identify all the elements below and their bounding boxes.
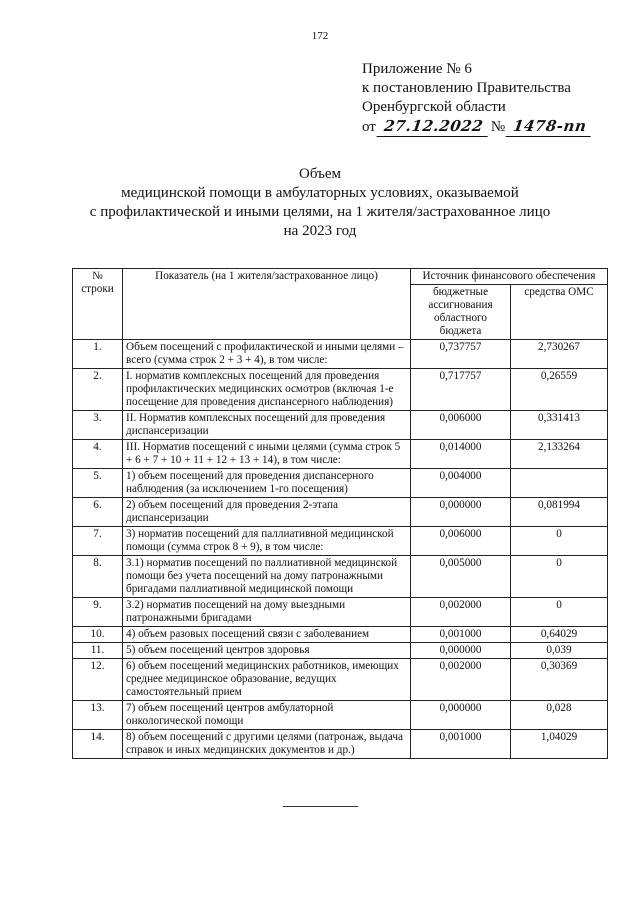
table-row — [73, 340, 608, 369]
title-line-1: Объем — [299, 166, 341, 182]
table-row — [73, 556, 608, 598]
row-number: 10. — [73, 627, 123, 643]
table-body — [73, 340, 608, 759]
row-indicator: 4) объем разовых посещений связи с заболеванием — [123, 627, 411, 643]
row-indicator: 3.1) норматив посещений по паллиативной медицинской помощи без учета посещений на дому патронажными бригадами паллиативной медицинской помощи — [123, 556, 411, 598]
row-number: 11. — [73, 643, 123, 659]
row-indicator: 3) норматив посещений для паллиативной медицинской помощи (сумма строк 8 + 9), в том числе: — [123, 527, 411, 556]
table-row — [73, 643, 608, 659]
row-number: 14. — [73, 730, 123, 759]
row-number: 2. — [73, 369, 123, 411]
table-row — [73, 498, 608, 527]
row-number: 7. — [73, 527, 123, 556]
row-budget-value: 0,000000 — [411, 701, 511, 730]
row-indicator: Объем посещений с профилактической и иными целями – всего (сумма строк 2 + 3 + 4), в том числе: — [123, 340, 411, 369]
document-title — [0, 165, 640, 241]
row-budget-value: 0,000000 — [411, 643, 511, 659]
row-number: 4. — [73, 440, 123, 469]
row-budget-value: 0,006000 — [411, 411, 511, 440]
row-oms-value: 0,64029 — [511, 627, 608, 643]
row-budget-value: 0,737757 — [411, 340, 511, 369]
row-indicator: I. норматив комплексных посещений для проведения профилактических медицинских осмотров (включая 1-е посещение для проведения диспансерного наблюдения) — [123, 369, 411, 411]
table-row — [73, 701, 608, 730]
row-number: 1. — [73, 340, 123, 369]
row-budget-value: 0,001000 — [411, 627, 511, 643]
number-label: № — [490, 119, 506, 135]
from-label: от — [362, 119, 376, 135]
row-oms-value: 0,028 — [511, 701, 608, 730]
row-indicator: III. Норматив посещений с иными целями (сумма строк 5 + 6 + 7 + 10 + 11 + 12 + 13 + 14), в том числе: — [123, 440, 411, 469]
table-header-row — [73, 269, 608, 285]
table-row — [73, 369, 608, 411]
table-row — [73, 730, 608, 759]
appendix-block — [362, 60, 592, 137]
row-number: 6. — [73, 498, 123, 527]
row-number: 5. — [73, 469, 123, 498]
table-row — [73, 598, 608, 627]
table-row — [73, 440, 608, 469]
row-number: 9. — [73, 598, 123, 627]
row-oms-value — [511, 469, 608, 498]
handwritten-number: 1478-пп — [506, 117, 594, 137]
row-indicator: II. Норматив комплексных посещений для проведения диспансеризации — [123, 411, 411, 440]
table-row — [73, 527, 608, 556]
page-number: 172 — [311, 30, 329, 42]
table-row — [73, 469, 608, 498]
row-number: 12. — [73, 659, 123, 701]
table-row — [73, 659, 608, 701]
row-oms-value: 1,04029 — [511, 730, 608, 759]
row-number: 13. — [73, 701, 123, 730]
row-oms-value: 0,081994 — [511, 498, 608, 527]
row-oms-value: 0 — [511, 556, 608, 598]
row-oms-value: 0,039 — [511, 643, 608, 659]
row-oms-value: 0,331413 — [511, 411, 608, 440]
table-row — [73, 627, 608, 643]
title-line-2: медицинской помощи в амбулаторных условиях, оказываемой — [121, 185, 519, 201]
header-row-number: № строки — [73, 269, 123, 340]
row-indicator: 5) объем посещений центров здоровья — [123, 643, 411, 659]
row-budget-value: 0,002000 — [411, 659, 511, 701]
header-budget: бюджетные ассигнования областного бюджета — [411, 285, 511, 340]
row-indicator: 1) объем посещений для проведения диспансерного наблюдения (за исключением 1-го посещения) — [123, 469, 411, 498]
row-oms-value: 2,133264 — [511, 440, 608, 469]
row-budget-value: 0,000000 — [411, 498, 511, 527]
bottom-separator-line — [283, 806, 358, 807]
row-number: 8. — [73, 556, 123, 598]
title-line-3: с профилактической и иными целями, на 1 жителя/застрахованное лицо — [89, 204, 551, 220]
row-budget-value: 0,004000 — [411, 469, 511, 498]
volume-table — [72, 268, 608, 759]
appendix-region: Оренбургской области — [362, 99, 506, 115]
row-budget-value: 0,001000 — [411, 730, 511, 759]
row-oms-value: 0,30369 — [511, 659, 608, 701]
appendix-date-row — [362, 117, 592, 137]
appendix-title: Приложение № 6 — [362, 61, 472, 77]
row-indicator: 2) объем посещений для проведения 2-этапа диспансеризации — [123, 498, 411, 527]
row-indicator: 7) объем посещений центров амбулаторной онкологической помощи — [123, 701, 411, 730]
row-indicator: 6) объем посещений медицинских работников, имеющих среднее медицинское образование, ведущих самостоятельный прием — [123, 659, 411, 701]
row-indicator: 3.2) норматив посещений на дому выездными патронажными бригадами — [123, 598, 411, 627]
row-budget-value: 0,005000 — [411, 556, 511, 598]
row-budget-value: 0,014000 — [411, 440, 511, 469]
header-indicator: Показатель (на 1 жителя/застрахованное лицо) — [123, 269, 411, 340]
row-oms-value: 0,26559 — [511, 369, 608, 411]
header-oms: средства ОМС — [511, 285, 608, 340]
title-line-4: на 2023 год — [283, 223, 357, 239]
row-number: 3. — [73, 411, 123, 440]
row-oms-value: 0 — [511, 598, 608, 627]
row-budget-value: 0,002000 — [411, 598, 511, 627]
appendix-resolution: к постановлению Правительства — [362, 80, 571, 96]
handwritten-date: 27.12.2022 — [376, 117, 490, 137]
row-budget-value: 0,717757 — [411, 369, 511, 411]
header-funding-source: Источник финансового обеспечения — [411, 269, 608, 285]
row-budget-value: 0,006000 — [411, 527, 511, 556]
row-indicator: 8) объем посещений с другими целями (патронаж, выдача справок и иных медицинских документов и др.) — [123, 730, 411, 759]
row-oms-value: 0 — [511, 527, 608, 556]
row-oms-value: 2,730267 — [511, 340, 608, 369]
table-row — [73, 411, 608, 440]
